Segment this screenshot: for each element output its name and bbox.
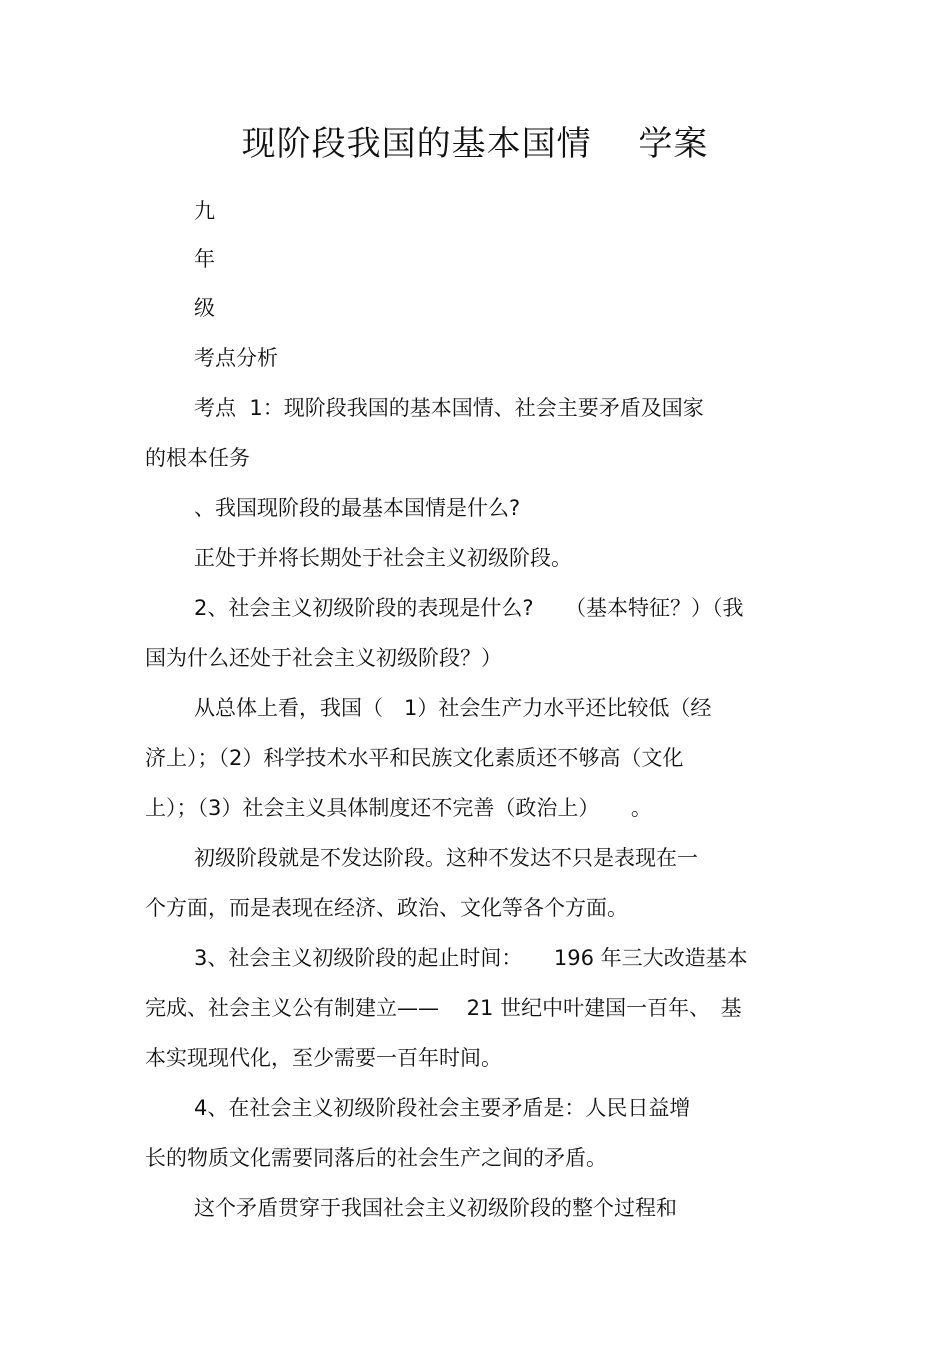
text-line: 的根本任务 bbox=[145, 446, 250, 470]
text-line: 年 bbox=[194, 247, 215, 271]
page-title: 现阶段我国的基本国情 学案 bbox=[241, 124, 709, 164]
text-line: 2、社会主义初级阶段的表现是什么? （基本特征？）（我 bbox=[194, 596, 744, 620]
text-line: 长的物质文化需要同落后的社会生产之间的矛盾。 bbox=[145, 1146, 607, 1170]
text-line: 这个矛盾贯穿于我国社会主义初级阶段的整个过程和 bbox=[194, 1196, 677, 1220]
text-line: 个方面，而是表现在经济、政治、文化等各个方面。 bbox=[145, 896, 628, 920]
text-line: 上）；（3）社会主义具体制度还不完善（政治上） 。 bbox=[145, 796, 652, 820]
text-line: 从总体上看，我国（ 1）社会生产力水平还比较低（经 bbox=[194, 696, 712, 720]
text-line: 3、社会主义初级阶段的起止时间： 196 年三大改造基本 bbox=[194, 946, 748, 970]
text-line: 济上）；（2）科学技术水平和民族文化素质还不够高（文化 bbox=[145, 746, 684, 770]
text-line: 、我国现阶段的最基本国情是什么? bbox=[194, 496, 521, 520]
section-heading: 考点分析 bbox=[194, 346, 278, 370]
text-line: 九 bbox=[194, 199, 215, 223]
text-line: 4、在社会主义初级阶段社会主要矛盾是：人民日益增 bbox=[194, 1096, 691, 1120]
text-line: 级 bbox=[194, 296, 215, 320]
text-line: 初级阶段就是不发达阶段。这种不发达不只是表现在一 bbox=[194, 846, 698, 870]
text-line: 考点 1：现阶段我国的基本国情、社会主要矛盾及国家 bbox=[194, 396, 704, 420]
text-line: 国为什么还处于社会主义初级阶段？） bbox=[145, 646, 502, 670]
text-line: 正处于并将长期处于社会主义初级阶段。 bbox=[194, 546, 572, 570]
text-line: 完成、社会主义公有制建立—— 21 世纪中叶建国一百年、 基 bbox=[145, 996, 742, 1020]
text-line: 本实现现代化，至少需要一百年时间。 bbox=[145, 1046, 502, 1070]
